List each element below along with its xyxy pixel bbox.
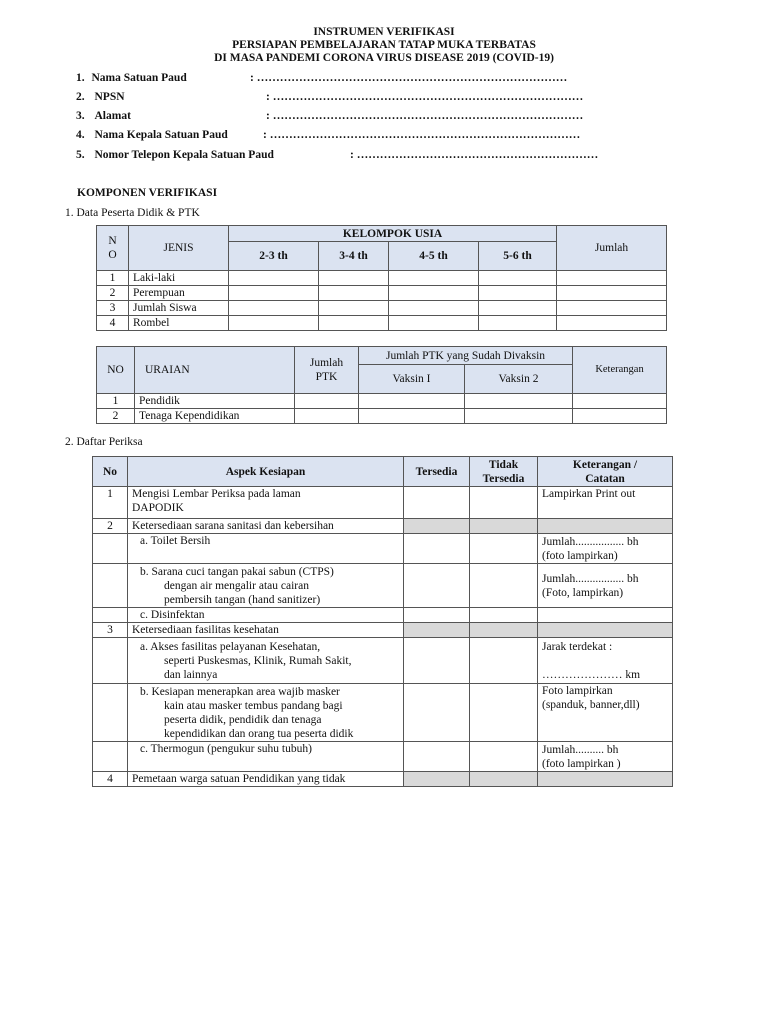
gray-cell — [538, 519, 673, 534]
cell-4-5[interactable] — [389, 301, 479, 316]
identity-label: Nama Kepala Satuan Paud — [94, 129, 228, 141]
document-title — [0, 26, 768, 65]
aspek-line: b. Sarana cuci tangan pakai sabun (CTPS) — [140, 565, 334, 578]
gray-cell — [404, 519, 470, 534]
cell-jumlah[interactable] — [557, 271, 667, 286]
uraian-header: URAIAN — [135, 347, 295, 394]
age-group-header: 4-5 th — [389, 242, 479, 271]
row-keterangan — [538, 534, 673, 564]
row-no: 3 — [97, 301, 129, 316]
aspek-line: seperti Puskesmas, Klinik, Rumah Sakit, — [164, 654, 352, 667]
vaksin-2-header: Vaksin 2 — [465, 365, 573, 394]
table-row — [93, 638, 673, 684]
identity-value: : ……………………………………………………… — [350, 149, 599, 161]
no-header-o: O — [108, 249, 117, 261]
row-no: 3 — [93, 623, 128, 638]
ket-line: (spanduk, banner,dll) — [542, 699, 640, 711]
jumlah-ptk-line-1: Jumlah — [309, 357, 344, 369]
cell-5-6[interactable] — [479, 316, 557, 331]
gray-cell — [404, 772, 470, 787]
row-no-empty — [93, 742, 128, 772]
row-no: 2 — [97, 286, 129, 301]
cell-keterangan[interactable] — [573, 409, 667, 424]
gray-cell — [538, 623, 673, 638]
table-row — [97, 394, 667, 409]
table-row — [97, 286, 667, 301]
table-row — [97, 271, 667, 286]
cell-tidak-tersedia[interactable] — [470, 638, 538, 684]
ket-line: (Foto, lampirkan) — [542, 586, 624, 599]
identity-label: NPSN — [94, 91, 125, 103]
keterangan-header: Keterangan — [573, 347, 667, 394]
row-no: 2 — [93, 519, 128, 534]
no-header: No — [93, 457, 128, 487]
aspek-line: DAPODIK — [132, 502, 184, 514]
title-line-2: PERSIAPAN PEMBELAJARAN TATAP MUKA TERBATAS — [232, 39, 536, 51]
cell-tidak-tersedia[interactable] — [470, 564, 538, 608]
aspek-line: kain atau masker tembus pandang bagi — [164, 699, 343, 712]
cell-2-3[interactable] — [229, 286, 319, 301]
row-keterangan — [538, 638, 673, 684]
jumlah-ptk-line-2: PTK — [315, 371, 338, 383]
row-keterangan — [538, 742, 673, 772]
aspek-line: a. Akses fasilitas pelayanan Kesehatan, — [140, 640, 321, 653]
ket-line: Foto lampirkan — [542, 685, 613, 697]
row-jenis: Rombel — [129, 316, 229, 331]
aspek-line: kependidikan dan orang tua peserta didik — [164, 727, 354, 740]
aspek-line: b. Kesiapan menerapkan area wajib masker — [140, 685, 340, 698]
row-no-empty — [93, 608, 128, 623]
ket-line-1: Keterangan / — [572, 458, 638, 471]
cell-jumlah[interactable] — [557, 316, 667, 331]
identity-row-2 — [76, 90, 584, 104]
row-no-empty — [93, 564, 128, 608]
row-no-empty — [93, 534, 128, 564]
age-group-header: 5-6 th — [479, 242, 557, 271]
row-aspek — [128, 487, 404, 519]
row-no: 1 — [93, 487, 128, 519]
cell-2-3[interactable] — [229, 301, 319, 316]
table-row — [97, 409, 667, 424]
peserta-didik-table — [96, 225, 667, 331]
table-row — [93, 772, 673, 787]
divaksin-header: Jumlah PTK yang Sudah Divaksin — [359, 347, 573, 365]
table-row — [97, 316, 667, 331]
row-aspek: c. Disinfektan — [128, 608, 404, 623]
row-no: 1 — [97, 394, 135, 409]
cell-jumlah-ptk[interactable] — [295, 409, 359, 424]
cell-vaksin-2[interactable] — [465, 394, 573, 409]
identity-row-1 — [76, 71, 568, 85]
cell-4-5[interactable] — [389, 271, 479, 286]
cell-3-4[interactable] — [319, 271, 389, 286]
cell-tidak-tersedia[interactable] — [470, 487, 538, 519]
ket-line: Jarak terdekat : — [542, 640, 613, 653]
row-no: 4 — [97, 316, 129, 331]
row-aspek — [128, 564, 404, 608]
gray-cell — [470, 772, 538, 787]
cell-tersedia[interactable] — [404, 742, 470, 772]
no-header — [97, 226, 129, 271]
komponen-item-2: 2. Daftar Periksa — [65, 436, 143, 448]
row-no-empty — [93, 684, 128, 742]
row-no: 1 — [97, 271, 129, 286]
cell-jumlah[interactable] — [557, 286, 667, 301]
cell-tidak-tersedia[interactable] — [470, 608, 538, 623]
table-row — [93, 684, 673, 742]
identity-label: Nama Satuan Paud — [91, 72, 187, 84]
tidak-line-2: Tersedia — [482, 472, 525, 485]
cell-tersedia[interactable] — [404, 608, 470, 623]
row-aspek: Pemetaan warga satuan Pendidikan yang tidak — [128, 772, 404, 787]
row-aspek — [128, 638, 404, 684]
ptk-table — [96, 346, 667, 424]
table-row — [93, 519, 673, 534]
cell-2-3[interactable] — [229, 316, 319, 331]
cell-tersedia[interactable] — [404, 534, 470, 564]
age-group-header: 2-3 th — [229, 242, 319, 271]
identity-label: Alamat — [94, 110, 131, 122]
vaksin-1-header: Vaksin I — [359, 365, 465, 394]
row-jenis: Perempuan — [129, 286, 229, 301]
cell-tersedia[interactable] — [404, 638, 470, 684]
gray-cell — [470, 519, 538, 534]
identity-value: : ……………………………………………………………………… — [263, 129, 581, 141]
cell-tidak-tersedia[interactable] — [470, 684, 538, 742]
identity-row-5 — [76, 148, 599, 162]
row-aspek: a. Toilet Bersih — [128, 534, 404, 564]
cell-tersedia[interactable] — [404, 684, 470, 742]
cell-keterangan[interactable] — [573, 394, 667, 409]
cell-jumlah-ptk[interactable] — [295, 394, 359, 409]
no-header: NO — [97, 347, 135, 394]
table-row — [93, 487, 673, 519]
ket-line: Jumlah................. bh — [542, 535, 639, 548]
cell-3-4[interactable] — [319, 316, 389, 331]
tersedia-header: Tersedia — [404, 457, 470, 487]
row-no: 2 — [97, 409, 135, 424]
row-uraian: Pendidik — [135, 394, 295, 409]
identity-value: : ……………………………………………………………………… — [250, 72, 568, 84]
row-uraian: Tenaga Kependidikan — [135, 409, 295, 424]
cell-5-6[interactable] — [479, 271, 557, 286]
cell-4-5[interactable] — [389, 316, 479, 331]
identity-row-4 — [76, 128, 581, 142]
row-keterangan[interactable] — [538, 608, 673, 623]
row-keterangan — [538, 564, 673, 608]
identity-num: 5. — [76, 149, 85, 161]
cell-3-4[interactable] — [319, 301, 389, 316]
title-line-3: DI MASA PANDEMI CORONA VIRUS DISEASE 2019 (COVID-19) — [214, 52, 554, 64]
aspek-line: pembersih tangan (hand sanitizer) — [164, 593, 321, 606]
row-aspek: Ketersediaan sarana sanitasi dan kebersihan — [128, 519, 404, 534]
ket-line: Jumlah.......... bh — [542, 743, 619, 756]
row-keterangan: Lampirkan Print out — [538, 487, 673, 519]
no-header-n: N — [108, 235, 117, 247]
row-aspek: Ketersediaan fasilitas kesehatan — [128, 623, 404, 638]
row-no: 4 — [93, 772, 128, 787]
row-jenis: Laki-laki — [129, 271, 229, 286]
table-row — [93, 564, 673, 608]
cell-tersedia[interactable] — [404, 487, 470, 519]
cell-5-6[interactable] — [479, 301, 557, 316]
ket-line-2: Catatan — [585, 472, 625, 485]
tidak-tersedia-header — [470, 457, 538, 487]
cell-5-6[interactable] — [479, 286, 557, 301]
row-aspek: c. Thermogun (pengukur suhu tubuh) — [128, 742, 404, 772]
jenis-header: JENIS — [129, 226, 229, 271]
kelompok-usia-header: KELOMPOK USIA — [229, 226, 557, 242]
gray-cell — [470, 623, 538, 638]
cell-tersedia[interactable] — [404, 564, 470, 608]
row-no-empty — [93, 638, 128, 684]
cell-2-3[interactable] — [229, 271, 319, 286]
aspek-line: Mengisi Lembar Periksa pada laman — [132, 488, 301, 500]
cell-tidak-tersedia[interactable] — [470, 534, 538, 564]
ket-line: ………………… km — [542, 668, 641, 681]
row-aspek — [128, 684, 404, 742]
identity-row-3 — [76, 109, 584, 123]
identity-num: 1. — [76, 72, 85, 84]
row-jenis: Jumlah Siswa — [129, 301, 229, 316]
jumlah-header: Jumlah — [557, 226, 667, 271]
ket-line: (foto lampirkan) — [542, 549, 618, 562]
table-row — [93, 742, 673, 772]
aspek-line: dengan air mengalir atau cairan — [164, 579, 309, 592]
identity-value: : ……………………………………………………………………… — [266, 110, 584, 122]
komponen-item-1: 1. Data Peserta Didik & PTK — [65, 207, 200, 219]
identity-label: Nomor Telepon Kepala Satuan Paud — [94, 149, 274, 161]
cell-jumlah[interactable] — [557, 301, 667, 316]
ket-line: Jumlah................. bh — [542, 572, 639, 585]
gray-cell — [404, 623, 470, 638]
tidak-line-1: Tidak — [488, 458, 519, 471]
cell-vaksin-2[interactable] — [465, 409, 573, 424]
aspek-line: peserta didik, pendidik dan tenaga — [164, 713, 322, 726]
identity-num: 4. — [76, 129, 85, 141]
cell-tidak-tersedia[interactable] — [470, 742, 538, 772]
aspek-header: Aspek Kesiapan — [128, 457, 404, 487]
identity-num: 2. — [76, 91, 85, 103]
cell-vaksin-1[interactable] — [359, 394, 465, 409]
identity-num: 3. — [76, 110, 85, 122]
cell-vaksin-1[interactable] — [359, 409, 465, 424]
identity-value: : ……………………………………………………………………… — [266, 91, 584, 103]
title-line-1: INSTRUMEN VERIFIKASI — [313, 26, 455, 38]
jumlah-ptk-header — [295, 347, 359, 394]
table-row — [93, 623, 673, 638]
cell-3-4[interactable] — [319, 286, 389, 301]
keterangan-header — [538, 457, 673, 487]
table-row — [93, 534, 673, 564]
daftar-periksa-table — [92, 456, 673, 787]
ket-line: (foto lampirkan ) — [542, 757, 621, 770]
gray-cell — [538, 772, 673, 787]
cell-4-5[interactable] — [389, 286, 479, 301]
aspek-line: dan lainnya — [164, 668, 218, 681]
age-group-header: 3-4 th — [319, 242, 389, 271]
table-row — [93, 608, 673, 623]
table-row — [97, 301, 667, 316]
row-keterangan — [538, 684, 673, 742]
komponen-title: KOMPONEN VERIFIKASI — [77, 187, 218, 199]
